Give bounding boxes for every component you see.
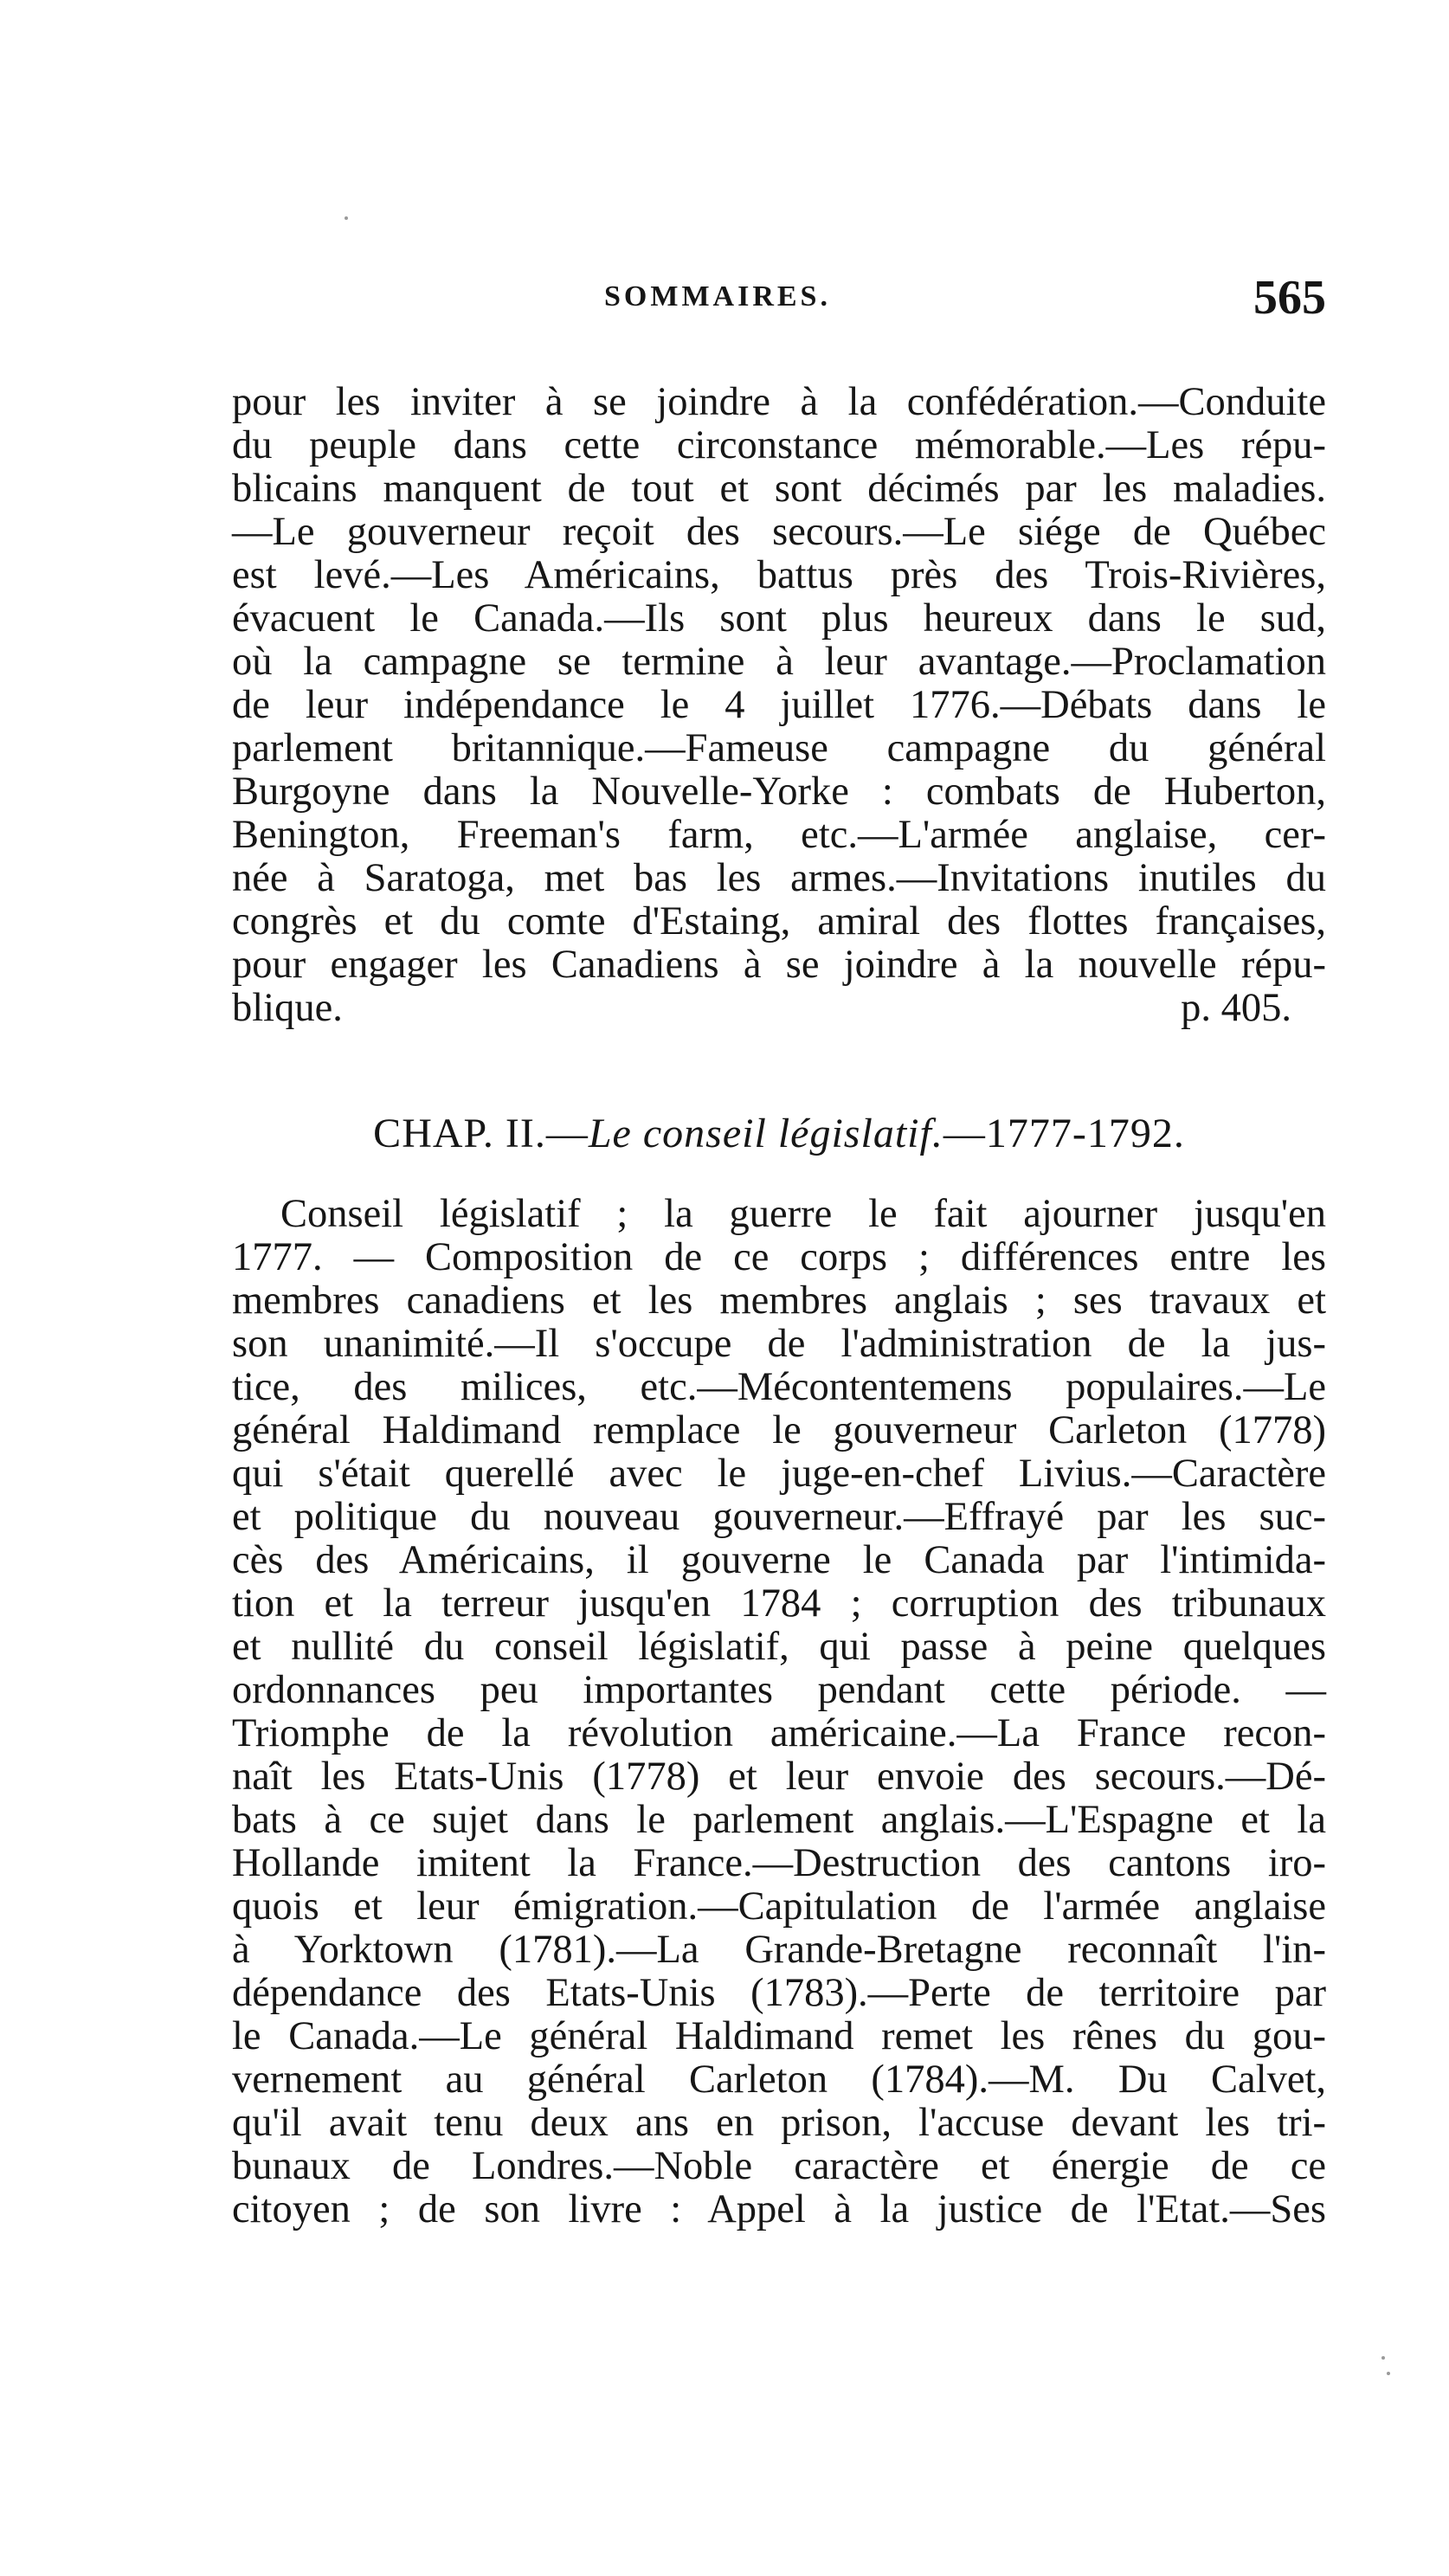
text-line: bats à ce sujet dans le parlement anglais.—L'Espagne et la <box>232 1798 1326 1842</box>
running-head: SOMMAIRES. <box>604 280 831 312</box>
chapter-heading <box>232 1110 1326 1157</box>
page-number: 565 <box>1253 271 1326 325</box>
text-line: Conseil législatif ; la guerre le fait ajourner jusqu'en <box>280 1192 1326 1236</box>
text-line: et politique du nouveau gouverneur.—Effrayé par les suc- <box>232 1495 1326 1539</box>
text-line: née à Saratoga, met bas les armes.—Invitations inutiles du <box>232 856 1326 900</box>
text-line: vernement au général Carleton (1784).—M. Du Calvet, <box>232 2058 1326 2102</box>
text-line: pour les inviter à se joindre à la confédération.—Conduite <box>232 380 1326 424</box>
text-line: parlement britannique.—Fameuse campagne du général <box>232 726 1326 770</box>
text-line: blicains manquent de tout et sont décimés par les maladies. <box>232 467 1326 511</box>
chapter-dates: —1777-1792. <box>943 1111 1185 1156</box>
text-line: qui s'était querellé avec le juge-en-chef Livius.—Caractère <box>232 1452 1326 1496</box>
text-line: pour engager les Canadiens à se joindre à la nouvelle répu- <box>232 943 1326 987</box>
scan-speck <box>1381 2356 1385 2360</box>
text-line: Hollande imitent la France.—Destruction des cantons iro- <box>232 1841 1326 1885</box>
text-line: bunaux de Londres.—Noble caractère et énergie de ce <box>232 2144 1326 2188</box>
text-line: congrès et du comte d'Estaing, amiral des flottes françaises, <box>232 899 1326 943</box>
text-line: où la campagne se termine à leur avantage.—Proclamation <box>232 640 1326 684</box>
text-line: son unanimité.—Il s'occupe de l'administration de la jus- <box>232 1322 1326 1366</box>
text-line: est levé.—Les Américains, battus près des Trois-Rivières, <box>232 553 1326 597</box>
text-line: le Canada.—Le général Haldimand remet les rênes du gou- <box>232 2014 1326 2058</box>
text-line: évacuent le Canada.—Ils sont plus heureux dans le sud, <box>232 596 1326 641</box>
text-line: tion et la terreur jusqu'en 1784 ; corruption des tribunaux <box>232 1581 1326 1626</box>
text-line: membres canadiens et les membres anglais ; ses travaux et <box>232 1278 1326 1323</box>
page-header <box>232 271 1326 327</box>
text-line: dépendance des Etats-Unis (1783).—Perte de territoire par <box>232 1971 1326 2015</box>
last-line-with-page-reference <box>232 987 1326 1030</box>
text-line: 1777. — Composition de ce corps ; différences entre les <box>232 1235 1326 1279</box>
summary-paragraph-1 <box>232 381 1326 1030</box>
chapter-title: Le conseil législatif. <box>588 1111 943 1156</box>
text-line: de leur indépendance le 4 juillet 1776.—Débats dans le <box>232 683 1326 727</box>
summary-paragraph-2 <box>232 1193 1326 2231</box>
text-line: Burgoyne dans la Nouvelle-Yorke : combats de Huberton, <box>232 770 1326 814</box>
text-line: qu'il avait tenu deux ans en prison, l'accuse devant les tri- <box>232 2101 1326 2145</box>
text-line: —Le gouverneur reçoit des secours.—Le siége de Québec <box>232 510 1326 554</box>
text-line: général Haldimand remplace le gouverneur Carleton (1778) <box>232 1408 1326 1452</box>
text-line: tice, des milices, etc.—Mécontentemens populaires.—Le <box>232 1365 1326 1409</box>
text-line: à Yorktown (1781).—La Grande-Bretagne reconnaît l'in- <box>232 1928 1326 1972</box>
text-line: du peuple dans cette circonstance mémorable.—Les répu- <box>232 423 1326 467</box>
chapter-prefix: CHAP. II.— <box>373 1111 589 1156</box>
text-line: citoyen ; de son livre : Appel à la justice de l'Etat.—Ses <box>232 2187 1326 2231</box>
scan-speck <box>1387 2372 1390 2375</box>
text-line: ordonnances peu importantes pendant cette période. — <box>232 1668 1326 1712</box>
text-line: Benington, Freeman's farm, etc.—L'armée anglaise, cer- <box>232 813 1326 857</box>
text-line: et nullité du conseil législatif, qui passe à peine quelques <box>232 1625 1326 1669</box>
scan-speck <box>345 216 348 220</box>
page-reference: p. 405. <box>1181 986 1291 1030</box>
text-line: cès des Américains, il gouverne le Canada par l'intimida- <box>232 1538 1326 1582</box>
text-line: naît les Etats-Unis (1778) et leur envoie des secours.—Dé- <box>232 1755 1326 1799</box>
text-line: quois et leur émigration.—Capitulation de l'armée anglaise <box>232 1884 1326 1929</box>
text-line: Triomphe de la révolution américaine.—La France recon- <box>232 1711 1326 1755</box>
text-line-end: blique. <box>232 986 343 1030</box>
